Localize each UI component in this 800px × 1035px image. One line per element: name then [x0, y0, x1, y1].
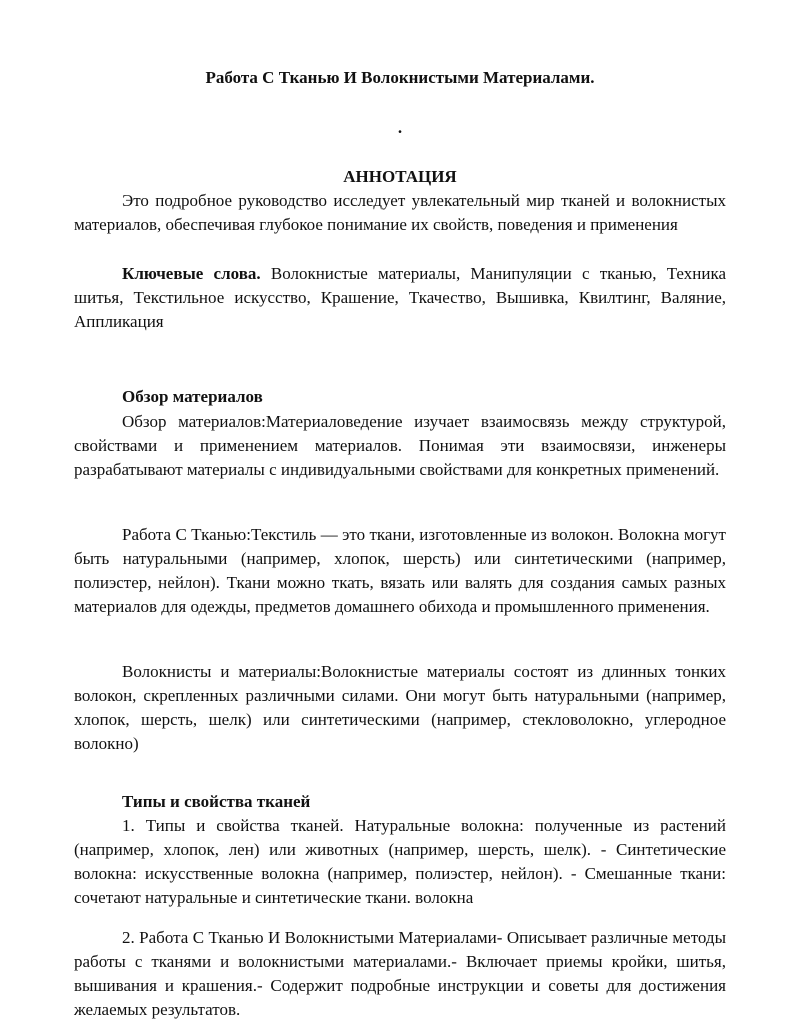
- annotation-heading: АННОТАЦИЯ: [343, 167, 457, 186]
- keywords-text: Волокнистые материалы, Манипуляции с тканью, Техника шитья, Текстильное искусство, Крашение, Ткачество, Вышивка, Квилтинг, Валяние, Аппликация: [74, 264, 726, 331]
- section-heading-materials-overview: Обзор материалов: [122, 387, 263, 406]
- section1-paragraph-1: Обзор материалов:Материаловедение изучает взаимосвязь между структурой, свойствами и применением материалов. Понимая эти взаимосвязи, инженеры разрабатывают материалы с индивидуальными свойствами для конкретных применений.: [74, 412, 726, 479]
- section-heading-fabric-types: Типы и свойства тканей: [122, 792, 311, 811]
- keywords-label: Ключевые слова.: [122, 264, 261, 283]
- annotation-paragraph: Это подробное руководство исследует увлекательный мир тканей и волокнистых материалов, обеспечивая глубокое понимание их свойств, поведения и применения: [74, 191, 726, 234]
- section1-paragraph-3: Волокнисты и материалы:Волокнистые материалы состоят из длинных тонких волокон, скрепленных различными силами. Они могут быть натуральными (например, хлопок, шерсть, шелк) или синтетическими (например, стекловолокно, углеродное волокно): [74, 662, 726, 753]
- section2-paragraph-1: 1. Типы и свойства тканей. Натуральные волокна: полученные из растений (например, хлопок, лен) или животных (например, шерсть, шелк). - Синтетические волокна: искусственные волокна (например, полиэстер, нейлон). - Смешанные ткани: сочетают натуральные и синтетические ткани. волокна: [74, 816, 726, 907]
- section2-paragraph-2: 2. Работа С Тканью И Волокнистыми Материалами- Описывает различные методы работы с тканями и волокнистыми материалами.- Включает приемы кройки, шитья, вышивания и крашения.- Содержит подробные инструкции и советы для достижения желаемых результатов.: [74, 928, 726, 1019]
- section1-paragraph-2: Работа С Тканью:Текстиль — это ткани, изготовленные из волокон. Волокна могут быть натуральными (например, хлопок, шерсть) или синтетическими (например, полиэстер, нейлон). Ткани можно ткать, вязать или валять для создания самых разных материалов для одежды, предметов домашнего обихода и промышленного применения.: [74, 525, 726, 616]
- document-title: Работа С Тканью И Волокнистыми Материалами.: [205, 68, 595, 87]
- keywords-paragraph: [74, 262, 726, 334]
- title-separator-dot: .: [397, 118, 403, 137]
